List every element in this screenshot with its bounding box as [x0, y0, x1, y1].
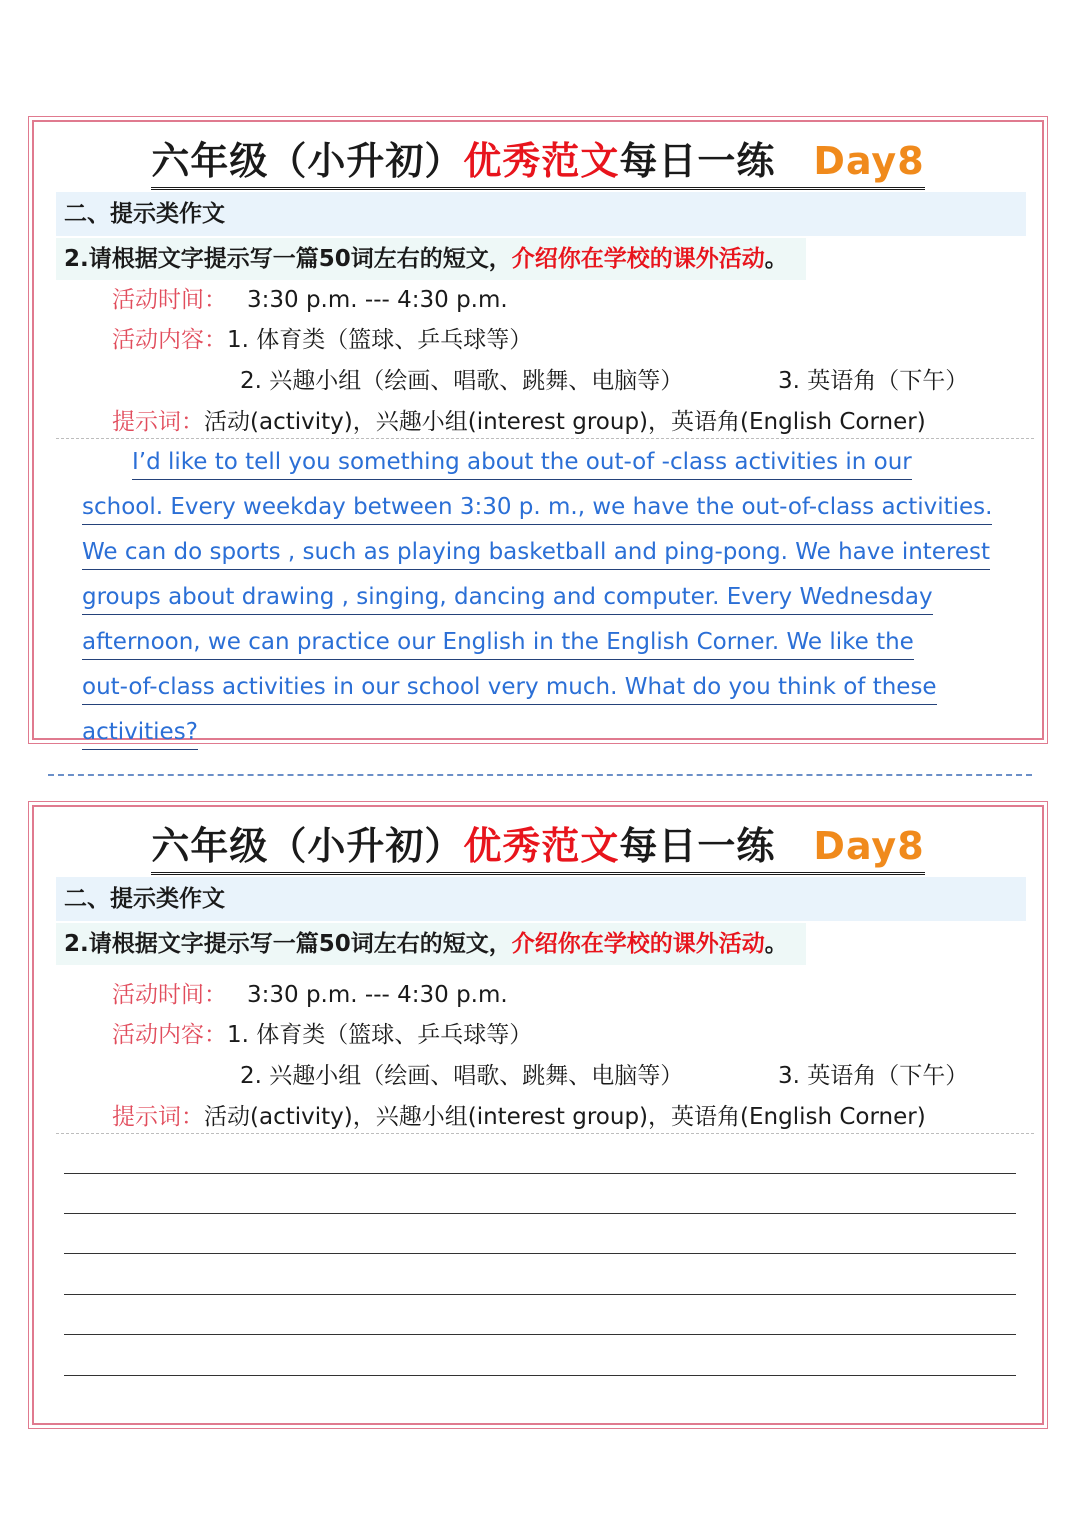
content-label: 活动内容：	[112, 1022, 227, 1048]
content-label: 活动内容：	[112, 327, 227, 353]
time-label: 活动时间：	[112, 287, 227, 313]
sample-essay-card	[32, 120, 1044, 745]
divider	[56, 438, 1034, 439]
title-day: Day8	[813, 824, 925, 868]
content-item-3: 3. 英语角（下午）	[778, 1063, 969, 1089]
content-item-1: 1. 体育类（篮球、乒乓球等）	[227, 327, 533, 353]
section-heading: 二、提示类作文	[56, 877, 1026, 921]
activity-content-row	[112, 1017, 532, 1053]
practice-card	[32, 805, 1044, 1425]
writing-line[interactable]	[64, 1253, 1016, 1254]
title-grade: 六年级（小升初）	[151, 139, 464, 183]
task-prefix: 2.请根据文字提示写一篇50词左右的短文，	[64, 931, 512, 957]
title-grade: 六年级（小升初）	[151, 824, 464, 868]
task-prompt	[56, 238, 806, 280]
time-value: 3:30 p.m. --- 4:30 p.m.	[247, 982, 508, 1008]
content-item-2: 2. 兴趣小组（绘画、唱歌、跳舞、电脑等）	[240, 368, 684, 394]
writing-line[interactable]	[64, 1173, 1016, 1174]
worksheet-title	[34, 815, 1042, 875]
activity-content-row-3	[778, 1058, 968, 1094]
content-item-3: 3. 英语角（下午）	[778, 368, 969, 394]
activity-content-row	[112, 322, 532, 358]
title-day: Day8	[813, 139, 925, 183]
task-highlight: 介绍你在学校的课外活动	[511, 246, 765, 272]
essay-line: We can do sports , such as playing basketball and ping-pong. We have interest	[82, 535, 990, 570]
task-highlight: 介绍你在学校的课外活动	[511, 931, 765, 957]
hint-value: 活动(activity)，兴趣小组(interest group)，英语角(English Corner)	[204, 409, 926, 435]
title-highlight: 优秀范文	[463, 139, 620, 183]
activity-content-row-2	[240, 1058, 683, 1094]
section-heading: 二、提示类作文	[56, 192, 1026, 236]
hint-words-row	[112, 404, 926, 440]
title-daily: 每日一练	[619, 139, 776, 183]
content-item-1: 1. 体育类（篮球、乒乓球等）	[227, 1022, 533, 1048]
task-end: 。	[764, 246, 788, 272]
divider	[56, 1133, 1034, 1134]
hint-label: 提示词：	[112, 1104, 204, 1130]
writing-line[interactable]	[64, 1375, 1016, 1376]
activity-time-row	[112, 282, 508, 318]
essay-line: activities?	[82, 715, 198, 750]
writing-line[interactable]	[64, 1334, 1016, 1335]
activity-content-row-2	[240, 363, 683, 399]
writing-line[interactable]	[64, 1213, 1016, 1214]
essay-line: groups about drawing , singing, dancing and computer. Every Wednesday	[82, 580, 933, 615]
worksheet-title	[34, 130, 1042, 190]
content-item-2: 2. 兴趣小组（绘画、唱歌、跳舞、电脑等）	[240, 1063, 684, 1089]
cut-line	[48, 774, 1032, 776]
essay-line: out-of-class activities in our school very much. What do you think of these	[82, 670, 937, 705]
time-value: 3:30 p.m. --- 4:30 p.m.	[247, 287, 508, 313]
title-daily: 每日一练	[619, 824, 776, 868]
hint-label: 提示词：	[112, 409, 204, 435]
sample-essay	[82, 442, 1022, 757]
task-prompt	[56, 923, 806, 965]
task-end: 。	[764, 931, 788, 957]
task-prefix: 2.请根据文字提示写一篇50词左右的短文，	[64, 246, 512, 272]
time-label: 活动时间：	[112, 982, 227, 1008]
activity-time-row	[112, 977, 508, 1013]
hint-words-row	[112, 1099, 926, 1135]
activity-content-row-3	[778, 363, 968, 399]
writing-line[interactable]	[64, 1294, 1016, 1295]
essay-line: I’d like to tell you something about the out-of -class activities in our	[132, 445, 912, 480]
essay-line: school. Every weekday between 3:30 p. m., we have the out-of-class activities.	[82, 490, 992, 525]
title-highlight: 优秀范文	[463, 824, 620, 868]
hint-value: 活动(activity)，兴趣小组(interest group)，英语角(English Corner)	[204, 1104, 926, 1130]
essay-line: afternoon, we can practice our English in the English Corner. We like the	[82, 625, 914, 660]
